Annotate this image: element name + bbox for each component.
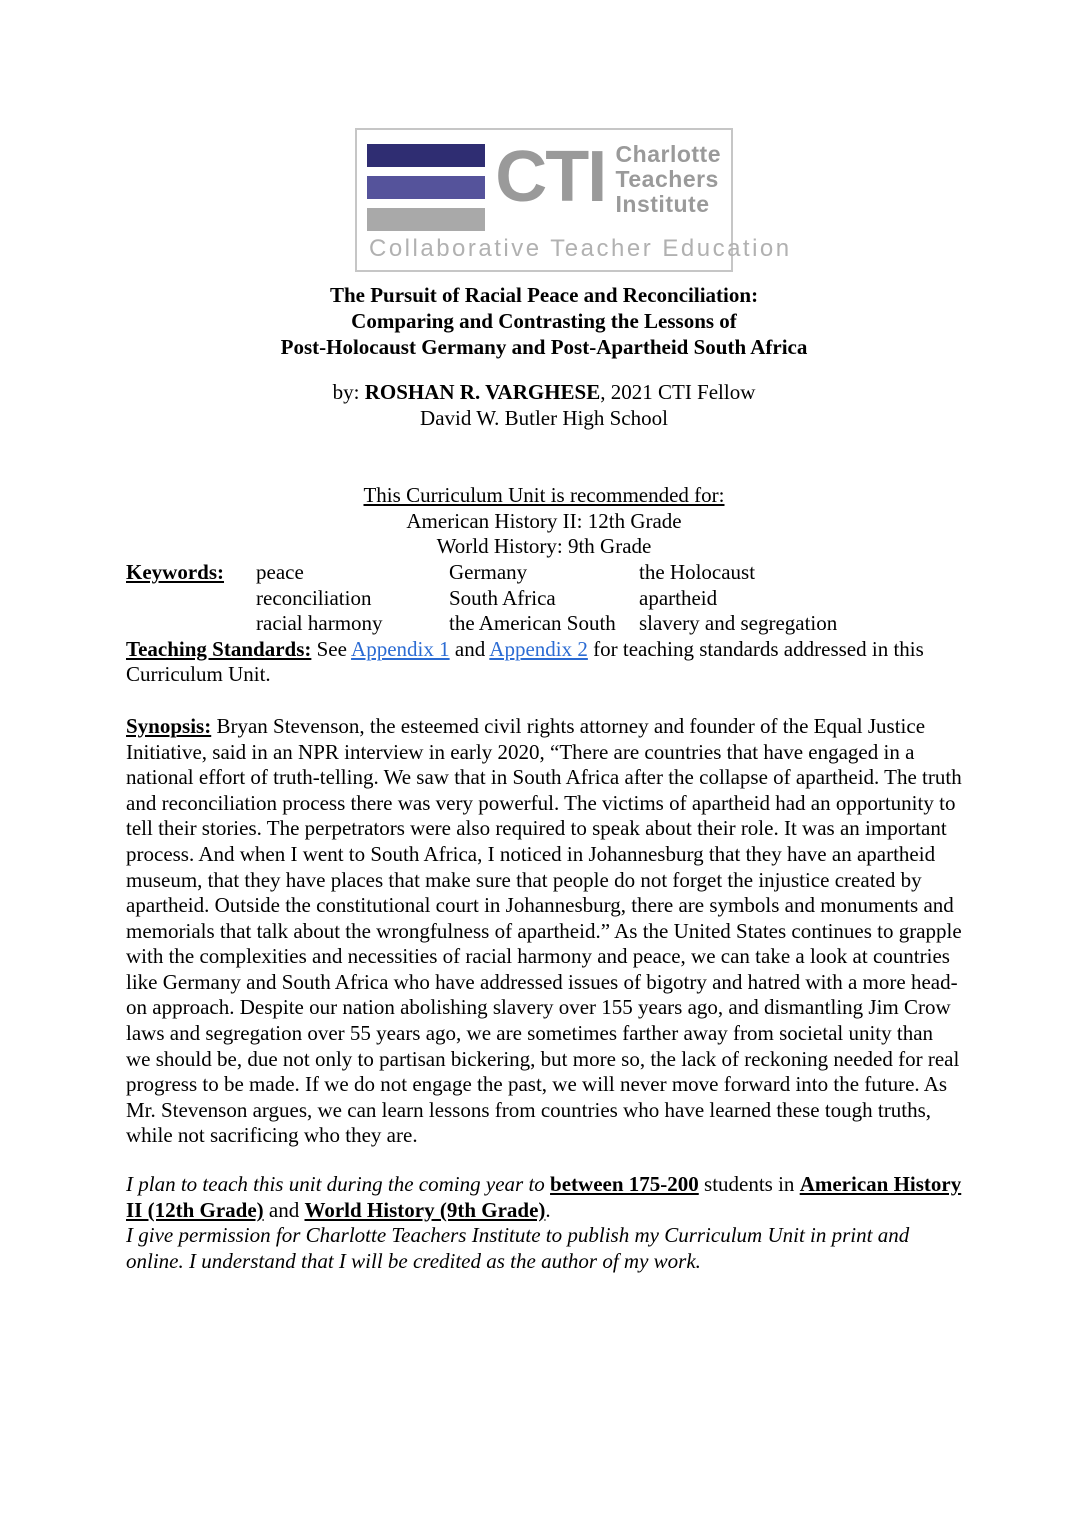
recommended-course-1: American History II: 12th Grade [406, 508, 682, 533]
byline-prefix: by: [332, 380, 365, 404]
appendix-2-link[interactable]: Appendix 2 [489, 636, 588, 661]
keyword: reconciliation [256, 585, 372, 610]
teaching-plan [126, 1172, 962, 1223]
plan-end: . [545, 1197, 551, 1222]
keyword: South Africa [449, 585, 556, 610]
logo-bar-gray [367, 208, 485, 231]
logo-acronym: CTI [495, 137, 606, 217]
plan-course-2: World History (9th Grade) [304, 1197, 546, 1222]
keywords-column-3 [639, 560, 962, 637]
keywords-label-cell [126, 560, 256, 637]
teaching-standards-label: Teaching Standards: [126, 636, 312, 661]
logo-name-line-1: Charlotte [615, 141, 721, 167]
plan-lead: I plan to teach this unit during the coming year to [126, 1172, 551, 1197]
byline-school: David W. Butler High School [420, 405, 668, 430]
logo-bar-navy [367, 144, 485, 167]
keyword: slavery and segregation [639, 611, 838, 636]
logo-bars-icon [367, 141, 485, 231]
keyword: Germany [449, 559, 528, 584]
logo-main-row [367, 137, 721, 231]
title-line-2: Comparing and Contrasting the Lessons of [351, 309, 737, 333]
keyword: peace [256, 559, 304, 584]
cti-logo [355, 128, 792, 272]
title-line-3: Post-Holocaust Germany and Post-Apartheid South Africa [280, 335, 808, 359]
synopsis-text: Bryan Stevenson, the esteemed civil rights attorney and founder of the Equal Justice Initiative, said in an NPR interview in early 2020, “There are countries that have engaged in a national effort of truth-telling. We saw that in South Africa after the collapse of apartheid. The truth and reconciliation process there was very powerful. The victims of apartheid had an opportunity to tell their stories. The perpetrators were also required to speak about their role. It was an important process. And when I went to South Africa, I noticed in Johannesburg that they have an apartheid museum, that they have places that make sure that people do not forget the injustice created by apartheid. Outside the constitutional court in Johannesburg, there are symbols and monuments and memorials that talk about the wrongfulness of apartheid.” As the United States continues to grapple with the complexities and necessities of racial harmony and peace, we can take a look at countries like Germany and South Africa who have addressed issues of bigotry and hatred with a more head-on approach. Despite our nation abolishing slavery over 155 years ago, and dismantling Jim Crow laws and segregation over 55 years ago, we are sometimes farther away from societal unity than we should be, due not only to partisan bickering, but more so, the lack of reckoning needed for real progress to be made. If we do not engage the past, we will never move forward into the future. As Mr. Stevenson argues, we can learn lessons from countries who have learned these tough truths, while not sacrificing who they are. [126, 713, 962, 1148]
logo-bar-slate [367, 176, 485, 199]
synopsis-label: Synopsis: [126, 713, 212, 738]
plan-conjunction: and [263, 1197, 305, 1222]
logo-tagline: Collaborative Teacher Education [369, 235, 792, 262]
keywords-label: Keywords: [126, 559, 224, 584]
teaching-standards [126, 637, 962, 688]
logo-name-line-3: Institute [615, 191, 710, 217]
keywords-column-2 [449, 560, 639, 637]
teaching-standards-mid: and [449, 636, 490, 661]
teaching-standards-pre: See [311, 636, 352, 661]
title-line-1: The Pursuit of Racial Peace and Reconciliation: [329, 283, 759, 307]
document-content [126, 282, 962, 1274]
logo-institute-name [616, 141, 721, 217]
keyword: racial harmony [256, 611, 383, 636]
plan-student-count: between 175-200 [550, 1172, 699, 1197]
keywords-section [126, 560, 962, 637]
keywords-column-1 [256, 560, 449, 637]
document-page [0, 128, 1088, 1536]
keyword: the American South [449, 611, 616, 636]
permission-statement: I give permission for Charlotte Teachers Institute to publish my Curriculum Unit in print and online. I understand that I will be credited as the author of my work. [126, 1223, 910, 1273]
recommended-course-2: World History: 9th Grade [436, 534, 652, 559]
logo-name-line-2: Teachers [615, 166, 719, 192]
keyword: apartheid [639, 585, 718, 610]
keyword: the Holocaust [639, 559, 756, 584]
byline-suffix: , 2021 CTI Fellow [600, 380, 756, 404]
plan-mid: students in [698, 1172, 800, 1197]
document-title [126, 282, 962, 360]
plan-course-1: American History II (12th Grade) [126, 1172, 962, 1222]
appendix-1-link[interactable]: Appendix 1 [351, 636, 450, 661]
byline-author: ROSHAN R. VARGHESE [364, 380, 601, 404]
synopsis [126, 714, 962, 1149]
recommended-block [126, 483, 962, 560]
teaching-standards-post: for teaching standards addressed in this Curriculum Unit. [126, 636, 924, 687]
recommended-heading: This Curriculum Unit is recommended for: [363, 483, 725, 508]
byline [126, 380, 962, 406]
